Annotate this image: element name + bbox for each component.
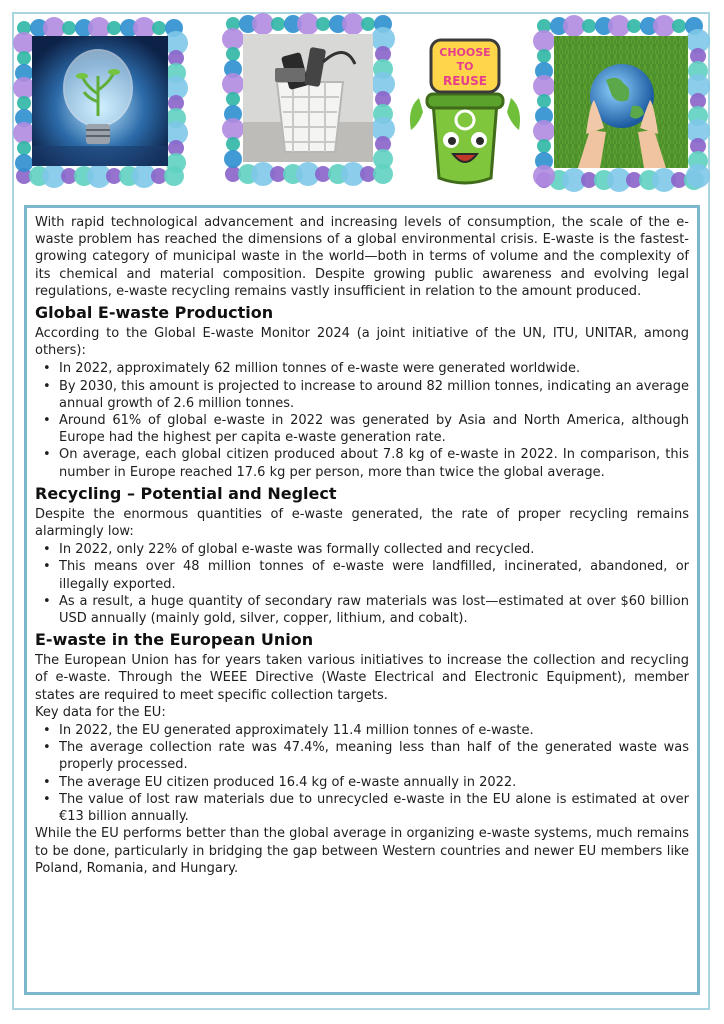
list-item: • In 2022, approximately 62 million tonnes of e-waste were generated worldwide. — [53, 360, 689, 377]
decorative-bubble — [222, 73, 244, 95]
decorative-bubble — [252, 13, 274, 35]
decorative-bubble — [653, 15, 675, 37]
list-item: • By 2030, this amount is projected to increase to around 82 million tonnes, indicating an average annual growth of 2.6 million tonnes. — [53, 378, 689, 412]
decorative-bubble — [13, 122, 35, 144]
bullet-list-recycling — [35, 541, 689, 627]
list-item: • In 2022, only 22% of global e-waste was formally collected and recycled. — [53, 541, 689, 558]
light-bulb-plant-photo — [10, 6, 190, 196]
decorative-bubble — [17, 96, 31, 110]
intro-paragraph: With rapid technological advancement and increasing levels of consumption, the scale of the e-waste problem has reached the dimensions of a global environmental crisis. E-waste is the fastest-growing category of municipal waste in the world—both in terms of volume and the complexity of its chemical and material composition. Despite growing public awareness and evolving legal regulations, e-waste recycling remains vastly insufficient in relation to the amount produced. — [35, 215, 689, 299]
list-item: • On average, each global citizen produced about 7.8 kg of e-waste in 2022. In comparison, this number in Europe reached 17.6 kg per person, more than twice the global average. — [53, 446, 689, 480]
decorative-bubble — [13, 32, 35, 54]
decorative-bubble — [537, 94, 551, 108]
decorative-bubble — [222, 118, 244, 140]
list-item: • In 2022, the EU generated approximately 11.4 million tonnes of e-waste. — [53, 722, 689, 739]
decorative-bubble — [15, 154, 33, 172]
list-item: • The value of lost raw materials due to unrecycled e-waste in the EU alone is estimated at over €13 billion annually. — [53, 791, 689, 825]
section-lead-recycling: Despite the enormous quantities of e-waste generated, the rate of proper recycling remains alarmingly low: — [35, 506, 689, 540]
closing-paragraph: While the EU performs better than the global average in organizing e-waste systems, much remains to be done, particularly in bridging the gap between Western countries and newer EU members like Poland, Romania, and Hungary. — [35, 826, 689, 876]
decorative-bubble — [533, 120, 555, 142]
bullet-list-global — [35, 360, 689, 480]
decorative-bubble — [533, 30, 555, 52]
decorative-bubble — [533, 165, 555, 187]
section-heading-global: Global E-waste Production — [35, 303, 274, 323]
list-item: • The average collection rate was 47.4%, meaning less than half of the generated waste was properly processed. — [53, 739, 689, 773]
decorative-bubble — [627, 19, 641, 33]
ewaste-basket-photo — [215, 2, 400, 192]
decorative-bubble — [537, 139, 551, 153]
hands-holding-earth-photo — [528, 4, 713, 199]
decorative-bubble — [224, 150, 242, 168]
svg-text:TO: TO — [456, 60, 474, 73]
svg-text:CHOOSE: CHOOSE — [439, 46, 491, 59]
decorative-bubble — [226, 92, 240, 106]
decorative-bubble — [297, 13, 319, 35]
decorative-bubble — [43, 17, 65, 39]
section-lead-global: According to the Global E-waste Monitor 2024 (a joint initiative of the UN, ITU, UNITAR, among others): — [35, 326, 689, 359]
header-images — [0, 0, 724, 200]
svg-text:REUSE: REUSE — [442, 74, 488, 88]
decorative-bubble — [88, 17, 110, 39]
bubble-frame-1 — [10, 6, 190, 196]
section-heading-recycling: Recycling – Potential and Neglect — [35, 483, 337, 503]
list-item: • As a result, a huge quantity of secondary raw materials was lost—estimated at over $60 billion USD annually (mainly gold, silver, copper, lithium, and cobalt). — [53, 593, 689, 627]
bubble-frame-2 — [215, 2, 400, 192]
decorative-bubble — [222, 28, 244, 50]
decorative-bubble — [533, 75, 555, 97]
decorative-bubble — [316, 17, 330, 31]
decorative-bubble — [226, 137, 240, 151]
decorative-bubble — [166, 153, 186, 173]
list-item: • Around 61% of global e-waste in 2022 was generated by Asia and North America, although Europe had the highest per capita e-waste generation rate. — [53, 412, 689, 446]
list-item: • The average EU citizen produced 16.4 kg of e-waste annually in 2022. — [53, 774, 689, 791]
decorative-bubble — [152, 21, 166, 35]
decorative-bubble — [373, 149, 393, 169]
decorative-bubble — [608, 15, 630, 37]
decorative-bubble — [361, 17, 375, 31]
decorative-bubble — [672, 19, 686, 33]
decorative-bubble — [133, 17, 155, 39]
decorative-bubble — [17, 141, 31, 155]
decorative-bubble — [563, 15, 585, 37]
decorative-bubble — [342, 13, 364, 35]
section-heading-eu: E-waste in the European Union — [35, 630, 314, 650]
section-sublead-eu: Key data for the EU: — [35, 704, 166, 720]
decorative-bubble — [13, 77, 35, 99]
list-item: • This means over 48 million tonnes of e-waste were landfilled, incinerated, abandoned, or illegally exported. — [53, 558, 689, 592]
article-body — [24, 205, 700, 995]
bullet-list-eu — [35, 722, 689, 825]
bubble-frame-4 — [528, 4, 713, 199]
decorative-bubble — [686, 164, 710, 188]
decorative-bubble — [537, 49, 551, 63]
decorative-bubble — [582, 19, 596, 33]
decorative-bubble — [17, 51, 31, 65]
decorative-bubble — [226, 47, 240, 61]
choose-to-reuse-bin-mascot — [405, 38, 525, 188]
section-lead-eu: The European Union has for years taken various initiatives to increase the collection and recycling of e-waste. Through the WEEE Directive (Waste Electrical and Electronic Equipment), member states are required to meet specific collection targets. — [35, 653, 689, 703]
decorative-bubble — [271, 17, 285, 31]
decorative-bubble — [107, 21, 121, 35]
decorative-bubble — [62, 21, 76, 35]
